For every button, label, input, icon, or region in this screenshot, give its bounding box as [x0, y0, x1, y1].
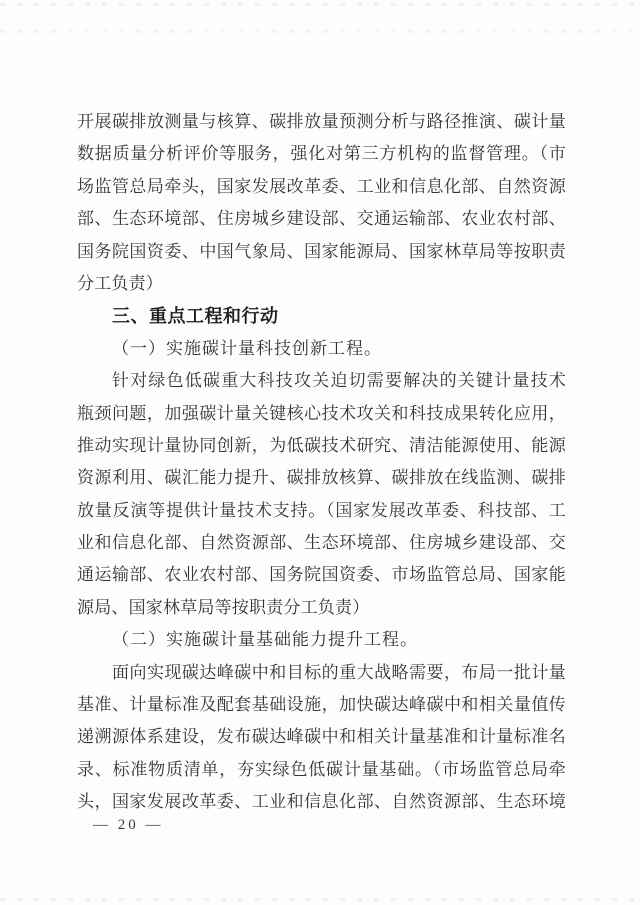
text-line: 通运输部、农业农村部、国务院国资委、市场监管总局、国家能 [77, 565, 566, 585]
section-heading-3 [77, 300, 566, 332]
text-line: 分工负责） [77, 273, 163, 293]
paragraph-project-2 [77, 657, 566, 819]
text-line: 推动实现计量协同创新，为低碳技术研究、清洁能源使用、能源 [77, 435, 566, 455]
text-line: （二）实施碳计量基础能力提升工程。 [112, 630, 418, 650]
text-line: 基准、计量标准及配套基础设施，加快碳达峰碳中和相关量值传 [77, 695, 566, 715]
text-line: 业和信息化部、自然资源部、生态环境部、住房城乡建设部、交 [77, 533, 566, 553]
text-line: 数据质量分析评价等服务，强化对第三方机构的监督管理。（市 [77, 144, 566, 164]
text-line: 头，国家发展改革委、工业和信息化部、自然资源部、生态环境 [77, 792, 566, 812]
document-body [77, 106, 566, 819]
subsection-heading-2 [77, 624, 566, 656]
paragraph-project-1 [77, 365, 566, 624]
subsection-heading-1 [77, 333, 566, 365]
scan-artifact-bottom [0, 898, 640, 901]
text-line: 三、重点工程和行动 [112, 306, 279, 327]
text-line: 部、生态环境部、住房城乡建设部、交通运输部、农业农村部、 [77, 209, 566, 229]
text-line: 场监管总局牵头，国家发展改革委、工业和信息化部、自然资源 [77, 176, 566, 196]
text-line: 开展碳排放测量与核算、碳排放量预测分析与路径推演、碳计量 [77, 112, 566, 131]
scan-artifact-upper [0, 30, 640, 33]
text-line: 针对绿色低碳重大科技攻关迫切需要解决的关键计量技术 [112, 371, 566, 391]
page-number: — 20 — [93, 817, 164, 833]
text-line: 录、标准物质清单，夯实绿色低碳计量基础。（市场监管总局牵 [77, 759, 566, 779]
text-line: 国务院国资委、中国气象局、国家能源局、国家林草局等按职责 [77, 241, 566, 261]
text-line: （一）实施碳计量科技创新工程。 [112, 338, 382, 358]
text-line: 源局、国家林草局等按职责分工负责） [77, 597, 370, 617]
text-line: 资源利用、碳汇能力提升、碳排放核算、碳排放在线监测、碳排 [77, 468, 566, 488]
text-line: 面向实现碳达峰碳中和目标的重大战略需要，布局一批计量 [112, 662, 566, 682]
text-line: 瓶颈问题，加强碳计量关键核心技术攻关和科技成果转化应用， [77, 403, 566, 423]
text-line: 递溯源体系建设，发布碳达峰碳中和相关计量基准和计量标准名 [77, 727, 566, 747]
paragraph-continuation [77, 106, 566, 300]
text-line: 放量反演等提供计量技术支持。（国家发展改革委、科技部、工 [77, 500, 566, 520]
scan-artifact-top [0, 3, 640, 6]
